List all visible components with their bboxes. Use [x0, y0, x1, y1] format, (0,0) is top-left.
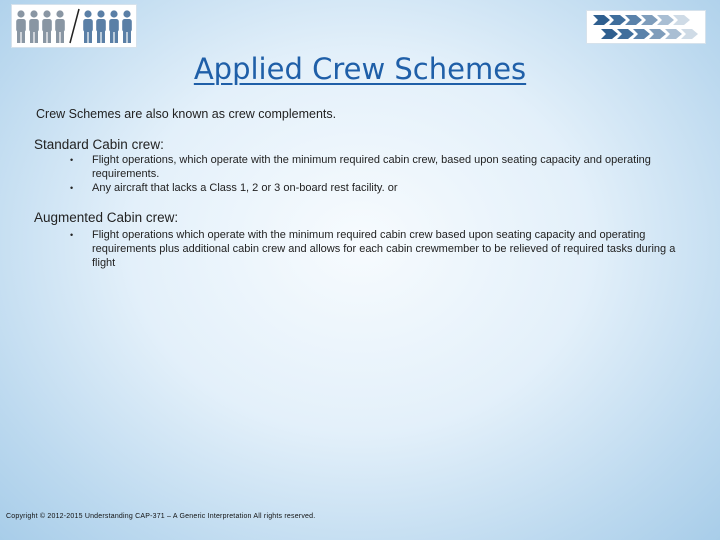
chevron-arrows-logo-icon	[587, 11, 705, 43]
chevron-arrows-logo	[586, 10, 706, 44]
intro-text: Crew Schemes are also known as crew complements.	[36, 107, 337, 121]
list-item: • Flight operations, which operate with the minimum required cabin crew, based upon seating capacity and operating requirements.	[70, 153, 670, 181]
crew-figures-logo-icon	[12, 5, 136, 47]
list-item: • Any aircraft that lacks a Class 1, 2 or 3 on-board rest facility. or	[70, 181, 670, 195]
augmented-cabin-crew-heading: Augmented Cabin crew:	[34, 210, 179, 225]
augmented-cabin-crew-list	[70, 228, 680, 270]
standard-cabin-crew-heading: Standard Cabin crew:	[34, 137, 164, 152]
copyright-footer: Copyright © 2012-2015 Understanding CAP-371 – A Generic Interpretation All rights reserved.	[6, 513, 316, 520]
crew-figures-logo	[11, 4, 137, 48]
standard-cabin-crew-list	[70, 153, 670, 195]
page-title: Applied Crew Schemes	[193, 52, 527, 86]
list-item: • Flight operations which operate with the minimum required cabin crew based upon seating capacity and operating requirements plus additional cabin crew and allows for each cabin crewmember to be relieved of required tasks during a flight	[70, 228, 680, 270]
